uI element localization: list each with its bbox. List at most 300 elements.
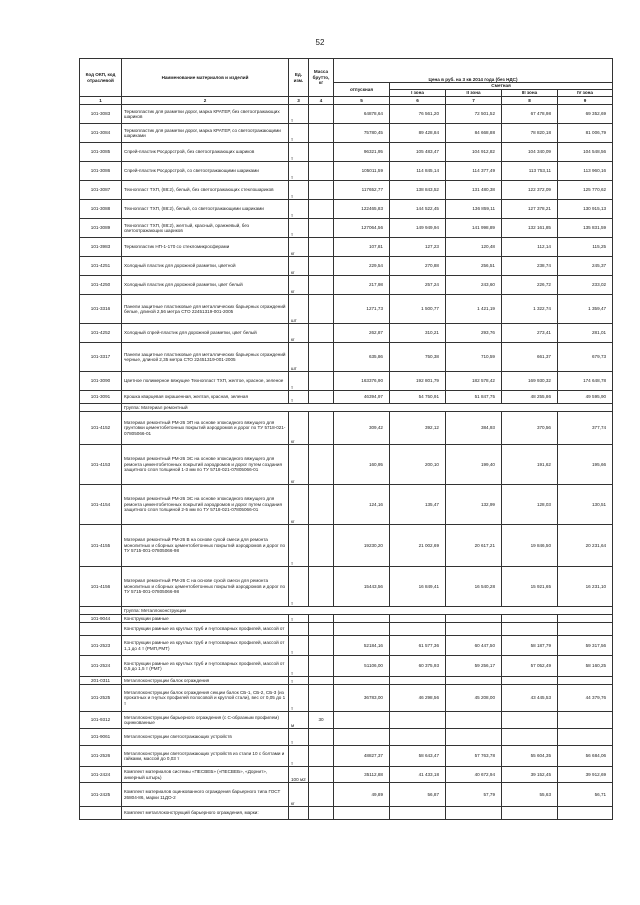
row-mass [309, 343, 334, 372]
column-number: 7 [446, 97, 502, 105]
row-release-price [334, 677, 390, 685]
header-unit: Ед. изм. [289, 59, 309, 97]
row-release-price: 35112,88 [334, 767, 390, 783]
row-release-price: 262,87 [334, 324, 390, 343]
row-release-price [334, 807, 390, 820]
row-zone-1-price: 54 750,91 [390, 391, 446, 404]
row-zone-1-price [390, 615, 446, 623]
row-zone-2-price: 384,93 [446, 412, 502, 445]
table-row [80, 143, 613, 162]
row-mass [309, 391, 334, 404]
row-release-price: 64878,64 [334, 105, 390, 124]
group-title: Группа: Материал ремонтный [122, 404, 613, 412]
row-unit: т [289, 685, 309, 712]
row-zone-2-price [446, 623, 502, 636]
row-zone-2-price [446, 615, 502, 623]
row-zone-4-price: 49 595,90 [558, 391, 613, 404]
row-zone-3-price: 1 322,74 [502, 295, 558, 324]
row-unit: кг [289, 485, 309, 525]
header-mass: Масса брутто, кг [309, 59, 334, 97]
row-zone-1-price: 750,38 [390, 343, 446, 372]
row-mass [309, 746, 334, 767]
row-zone-3-price: 58 187,79 [502, 636, 558, 656]
table-row [80, 767, 613, 783]
row-zone-3-price: 122 372,09 [502, 181, 558, 200]
row-name: Термопластик для разметки дорог, марка КРАТЕР, со светоотражающими шариками [122, 124, 289, 143]
table-row [80, 615, 613, 623]
row-zone-3-price [502, 807, 558, 820]
row-unit: т [289, 567, 309, 607]
row-unit [289, 807, 309, 820]
table-row [80, 485, 613, 525]
row-unit: т [289, 615, 309, 623]
row-code: 101-4252 [80, 324, 122, 343]
table-row [80, 162, 613, 181]
row-code: 101-4156 [80, 567, 122, 607]
header-price-group: Цена в руб. на 3 кв 2014 года (без НДС) [334, 59, 613, 83]
row-zone-4-price: 245,37 [558, 257, 613, 276]
row-zone-2-price: 136 859,11 [446, 200, 502, 219]
row-unit [289, 623, 309, 636]
row-name: Технопласт ТХП, (88:2), белый, со светоотражающими шариками [122, 200, 289, 219]
row-zone-2-price: 59 256,17 [446, 656, 502, 677]
row-release-price: 51106,00 [334, 656, 390, 677]
row-mass [309, 807, 334, 820]
row-zone-3-price: 169 930,32 [502, 372, 558, 391]
group-title: Группа: Металлоконструкции [122, 607, 613, 615]
table-row [80, 181, 613, 200]
column-number-row [80, 97, 613, 105]
row-zone-4-price: 20 231,64 [558, 525, 613, 567]
row-unit: т [289, 162, 309, 181]
row-release-price: 163376,90 [334, 372, 390, 391]
row-zone-4-price [558, 729, 613, 746]
row-zone-1-price: 114 845,14 [390, 162, 446, 181]
row-zone-1-price: 56,87 [390, 783, 446, 807]
row-zone-1-price: 46 298,56 [390, 685, 446, 712]
table-row [80, 807, 613, 820]
row-zone-4-price: 233,02 [558, 276, 613, 295]
row-zone-4-price [558, 623, 613, 636]
table-row [80, 677, 613, 685]
row-mass [309, 200, 334, 219]
row-zone-1-price [390, 807, 446, 820]
table-row [80, 783, 613, 807]
table-row [80, 656, 613, 677]
row-code: 101-3087 [80, 181, 122, 200]
column-number: 9 [558, 97, 613, 105]
row-mass [309, 162, 334, 181]
row-zone-3-price: 39 152,45 [502, 767, 558, 783]
row-mass [309, 615, 334, 623]
row-zone-2-price: 57 763,78 [446, 746, 502, 767]
row-zone-2-price [446, 729, 502, 746]
row-zone-1-price: 76 561,20 [390, 105, 446, 124]
table-row [80, 238, 613, 257]
header-name: Наименование материалов и изделий [122, 59, 289, 97]
row-mass [309, 412, 334, 445]
column-number: 1 [80, 97, 122, 105]
row-release-price: 122465,83 [334, 200, 390, 219]
row-zone-1-price: 41 433,18 [390, 767, 446, 783]
row-zone-2-price: 104 912,82 [446, 143, 502, 162]
row-release-price: 48827,37 [334, 746, 390, 767]
row-zone-1-price [390, 729, 446, 746]
row-zone-3-price [502, 729, 558, 746]
row-zone-3-price: 19 846,50 [502, 525, 558, 567]
table-row [80, 412, 613, 445]
row-code: 101-9061 [80, 729, 122, 746]
row-zone-1-price: 192 801,79 [390, 372, 446, 391]
column-number: 5 [334, 97, 390, 105]
row-unit: 100 м2 [289, 767, 309, 783]
row-zone-2-price [446, 712, 502, 729]
row-mass [309, 685, 334, 712]
row-code: 101-4154 [80, 485, 122, 525]
row-zone-1-price: 310,21 [390, 324, 446, 343]
row-zone-2-price: 199,40 [446, 445, 502, 485]
row-zone-4-price: 59 317,56 [558, 636, 613, 656]
row-zone-1-price: 89 428,84 [390, 124, 446, 143]
row-zone-3-price: 78 820,18 [502, 124, 558, 143]
row-name: Спрей-пластик Росдорстрой, без светоотражающих шариков [122, 143, 289, 162]
row-code: 101-4155 [80, 525, 122, 567]
row-zone-4-price [558, 615, 613, 623]
row-mass [309, 729, 334, 746]
row-name: Термопластик для разметки дорог, марка КРАТЕР, без светоотражающих шариков [122, 105, 289, 124]
row-release-price: 75780,45 [334, 124, 390, 143]
row-name: Технопласт ТХП, (88:2), белый, без светоотражающих стеклошариков [122, 181, 289, 200]
row-code: 101-2524 [80, 656, 122, 677]
row-zone-4-price: 1 359,47 [558, 295, 613, 324]
row-name: Термопластик НП-1-170 со стекломикросферами [122, 238, 289, 257]
row-zone-4-price: 115,25 [558, 238, 613, 257]
row-zone-4-price: 195,66 [558, 445, 613, 485]
row-zone-1-price: 270,88 [390, 257, 446, 276]
row-mass [309, 257, 334, 276]
row-unit: шт [289, 295, 309, 324]
group-row [80, 607, 613, 615]
row-name: Холодный пластик для дорожной разметки, цвет белый [122, 276, 289, 295]
row-code: 101-4250 [80, 276, 122, 295]
row-release-price: 15443,56 [334, 567, 390, 607]
row-zone-3-price: 226,72 [502, 276, 558, 295]
row-code: 101-3091 [80, 391, 122, 404]
row-zone-4-price: 58 160,25 [558, 656, 613, 677]
column-number: 8 [502, 97, 558, 105]
row-zone-4-price: 104 548,56 [558, 143, 613, 162]
row-name: Технопласт ТХП, (88:2), желтый, красный, оранжевый, без светоотражающих шариков [122, 219, 289, 238]
row-release-price: 217,98 [334, 276, 390, 295]
row-zone-3-price: 55 604,35 [502, 746, 558, 767]
row-zone-1-price: 1 500,77 [390, 295, 446, 324]
row-mass [309, 219, 334, 238]
row-name: Комплект металлоконструкций барьерного ограждения, марки: [122, 807, 289, 820]
table-row [80, 712, 613, 729]
page-number: 52 [315, 38, 325, 47]
row-zone-4-price: 174 648,78 [558, 372, 613, 391]
row-mass: 30 [309, 712, 334, 729]
price-table [79, 58, 613, 820]
row-zone-2-price: 45 208,00 [446, 685, 502, 712]
row-zone-1-price: 138 843,52 [390, 181, 446, 200]
row-zone-1-price: 135,47 [390, 485, 446, 525]
row-mass [309, 767, 334, 783]
row-code: 101-3088 [80, 200, 122, 219]
column-number: 6 [390, 97, 446, 105]
row-unit: т [289, 124, 309, 143]
row-zone-3-price: 127 378,21 [502, 200, 558, 219]
row-code: 101-3089 [80, 219, 122, 238]
row-release-price: 52184,16 [334, 636, 390, 656]
row-name: Материал ремонтный РМ-26 ЭС на основе эпоксидного вяжущего для ремонта цементобетонных покрытий аэродромов и дорог путем создания защитного слоя толщиной 1-3 мм по ТУ 5718-021-07805066-01 [122, 445, 289, 485]
row-zone-4-price: 679,73 [558, 343, 613, 372]
row-zone-1-price: 16 849,41 [390, 567, 446, 607]
row-zone-4-price [558, 677, 613, 685]
row-unit: т [289, 525, 309, 567]
row-release-price [334, 615, 390, 623]
row-code: 101-9044 [80, 615, 122, 623]
row-release-price: 105011,59 [334, 162, 390, 181]
row-mass [309, 124, 334, 143]
row-zone-3-price: 273,41 [502, 324, 558, 343]
row-zone-2-price: 60 447,50 [446, 636, 502, 656]
row-unit: т [289, 677, 309, 685]
row-mass [309, 445, 334, 485]
row-zone-4-price [558, 712, 613, 729]
row-mass [309, 238, 334, 257]
row-name: Комплект материалов оцинкованного ограждения барьерного типа ГОСТ 26804-86, марки 11ДО-2 [122, 783, 289, 807]
row-code [80, 623, 122, 636]
table-row [80, 124, 613, 143]
table-row [80, 372, 613, 391]
row-mass [309, 783, 334, 807]
row-code: 101-3983 [80, 238, 122, 257]
row-name: Холодный пластик для дорожной разметки, цветной [122, 257, 289, 276]
row-zone-4-price: 135 831,59 [558, 219, 613, 238]
row-zone-4-price: 125 770,62 [558, 181, 613, 200]
row-mass [309, 372, 334, 391]
row-release-price: 49,89 [334, 783, 390, 807]
row-unit: т [289, 391, 309, 404]
row-zone-2-price: 57,79 [446, 783, 502, 807]
row-name: Металлоконструкции светоотражающих устройств [122, 729, 289, 746]
row-zone-4-price: 377,74 [558, 412, 613, 445]
row-zone-4-price: 113 960,16 [558, 162, 613, 181]
table-row [80, 729, 613, 746]
row-zone-3-price: 67 478,98 [502, 105, 558, 124]
row-zone-4-price: 81 006,79 [558, 124, 613, 143]
table-row [80, 276, 613, 295]
row-release-price: 107,81 [334, 238, 390, 257]
row-unit: т [289, 181, 309, 200]
table-row [80, 219, 613, 238]
row-code: 101-2523 [80, 636, 122, 656]
row-mass [309, 636, 334, 656]
row-zone-4-price [558, 807, 613, 820]
row-code: 101-4251 [80, 257, 122, 276]
row-zone-2-price [446, 677, 502, 685]
row-name: Панели защитные пластиковые для металлических барьерных ограждений белые, длиной 2,56 метра СТО 22451319-001-2005 [122, 295, 289, 324]
row-zone-3-price: 370,56 [502, 412, 558, 445]
row-zone-3-price: 104 340,09 [502, 143, 558, 162]
table-row [80, 200, 613, 219]
row-zone-2-price: 141 998,89 [446, 219, 502, 238]
row-zone-2-price: 1 421,19 [446, 295, 502, 324]
header-code: Код ОКП, код отраслевой [80, 59, 122, 97]
row-zone-1-price: 200,10 [390, 445, 446, 485]
row-zone-4-price: 44 379,76 [558, 685, 613, 712]
row-zone-2-price: 131 480,38 [446, 181, 502, 200]
header-zone-1: I зона [390, 90, 446, 97]
header-zone-4: IV зона [558, 90, 613, 97]
row-zone-3-price: 191,62 [502, 445, 558, 485]
row-zone-2-price: 20 617,21 [446, 525, 502, 567]
row-zone-2-price: 182 578,42 [446, 372, 502, 391]
row-code: 101-3090 [80, 372, 122, 391]
row-unit: кг [289, 276, 309, 295]
row-zone-1-price: 60 375,93 [390, 656, 446, 677]
row-zone-4-price: 39 912,69 [558, 767, 613, 783]
row-zone-3-price: 57 052,49 [502, 656, 558, 677]
row-release-price [334, 729, 390, 746]
row-release-price: 46394,97 [334, 391, 390, 404]
row-zone-3-price [502, 615, 558, 623]
row-zone-2-price [446, 807, 502, 820]
table-row [80, 623, 613, 636]
row-zone-3-price [502, 623, 558, 636]
row-zone-2-price: 256,51 [446, 257, 502, 276]
group-row [80, 404, 613, 412]
row-release-price [334, 623, 390, 636]
row-zone-1-price: 149 949,94 [390, 219, 446, 238]
row-zone-4-price: 16 231,10 [558, 567, 613, 607]
row-zone-2-price: 72 501,52 [446, 105, 502, 124]
row-zone-2-price: 16 540,28 [446, 567, 502, 607]
row-zone-3-price: 55,63 [502, 783, 558, 807]
table-row [80, 324, 613, 343]
row-release-price: 160,95 [334, 445, 390, 485]
table-row [80, 295, 613, 324]
row-zone-2-price: 120,48 [446, 238, 502, 257]
header-zone-3: III зона [502, 90, 558, 97]
row-name: Конструкции рамные из круглых труб и гнутосварных профилей, массой от [122, 623, 289, 636]
row-mass [309, 525, 334, 567]
row-unit: шт [289, 343, 309, 372]
row-name: Конструкции рамные из круглых труб и гнутосварных профилей, массой от 0,5 до 1,5 т (РМГ) [122, 656, 289, 677]
row-zone-3-price: 238,74 [502, 257, 558, 276]
row-code: 101-2525 [80, 685, 122, 712]
price-table-body [80, 105, 613, 820]
row-zone-4-price: 69 352,69 [558, 105, 613, 124]
table-row [80, 567, 613, 607]
row-unit: т [289, 636, 309, 656]
row-zone-4-price: 130,51 [558, 485, 613, 525]
row-mass [309, 623, 334, 636]
row-code [80, 807, 122, 820]
row-zone-2-price: 132,99 [446, 485, 502, 525]
row-zone-4-price: 56 684,06 [558, 746, 613, 767]
row-zone-3-price [502, 712, 558, 729]
row-name: Металлоконструкции балок ограждения секции балок СБ-1, СБ-2, СБ-3 (из прокатных и гнутых профилей полосовой и круглой стали), вес от 0,05 до 1 т [122, 685, 289, 712]
row-mass [309, 656, 334, 677]
table-row [80, 525, 613, 567]
row-unit: т [289, 746, 309, 767]
row-zone-1-price [390, 712, 446, 729]
row-mass [309, 567, 334, 607]
row-name: Цветное полимерное вяжущее Технопласт ТХП, желтое, красное, зеленое [122, 372, 289, 391]
row-mass [309, 181, 334, 200]
table-row [80, 105, 613, 124]
row-zone-2-price: 84 668,88 [446, 124, 502, 143]
column-number: 4 [309, 97, 334, 105]
row-zone-4-price: 281,01 [558, 324, 613, 343]
row-mass [309, 677, 334, 685]
row-unit: кг [289, 257, 309, 276]
row-zone-2-price: 293,76 [446, 324, 502, 343]
row-mass [309, 324, 334, 343]
table-row [80, 391, 613, 404]
row-zone-1-price: 144 522,45 [390, 200, 446, 219]
row-code: 201-0311 [80, 677, 122, 685]
row-zone-1-price: 257,24 [390, 276, 446, 295]
row-zone-1-price: 61 577,36 [390, 636, 446, 656]
row-zone-3-price: 128,03 [502, 485, 558, 525]
row-zone-3-price [502, 677, 558, 685]
row-code: 101-3086 [80, 162, 122, 181]
row-release-price [334, 712, 390, 729]
column-number: 2 [122, 97, 289, 105]
row-name: Металлоконструкции балок ограждения [122, 677, 289, 685]
row-zone-4-price: 130 915,13 [558, 200, 613, 219]
row-zone-3-price: 43 445,53 [502, 685, 558, 712]
row-code: 101-2424 [80, 767, 122, 783]
row-code: 101-3085 [80, 143, 122, 162]
row-code: 101-4153 [80, 445, 122, 485]
row-zone-3-price: 15 921,65 [502, 567, 558, 607]
row-release-price: 635,86 [334, 343, 390, 372]
row-release-price: 229,54 [334, 257, 390, 276]
row-unit: кг [289, 445, 309, 485]
row-code: 101-3316 [80, 295, 122, 324]
row-unit: т [289, 729, 309, 746]
row-code: 101-3084 [80, 124, 122, 143]
row-name: Материал ремонтный РМ-26 ЭС на основе эпоксидного вяжущего для ремонта цементобетонных покрытий аэродромов и дорог путем создания защитного слоя толщиной 2-5 мм по ТУ 5718-021-07805066-01 [122, 485, 289, 525]
row-name: Металлоконструкции барьерного ограждения (с С-образным профилем) оцинкованные [122, 712, 289, 729]
row-name: Металлоконструкции светоотражающих устройств из стали 10 с болтами и гайками, массой до 0,03 т [122, 746, 289, 767]
row-zone-1-price: 21 002,69 [390, 525, 446, 567]
group-code-cell [80, 404, 122, 412]
row-mass [309, 295, 334, 324]
row-unit: т [289, 200, 309, 219]
row-release-price: 124,16 [334, 485, 390, 525]
row-unit: кг [289, 783, 309, 807]
row-unit: кг [289, 412, 309, 445]
row-release-price: 96321,95 [334, 143, 390, 162]
row-zone-2-price: 114 377,49 [446, 162, 502, 181]
table-row [80, 685, 613, 712]
row-zone-3-price: 661,37 [502, 343, 558, 372]
row-name: Панели защитные пластиковые для металлических барьерных ограждений черные, длиной 2,35 метра СТО 22451319-001-2005 [122, 343, 289, 372]
table-row [80, 343, 613, 372]
row-release-price: 117652,77 [334, 181, 390, 200]
row-release-price: 19230,20 [334, 525, 390, 567]
row-unit: т [289, 372, 309, 391]
row-zone-3-price: 48 255,86 [502, 391, 558, 404]
table-row [80, 257, 613, 276]
row-release-price: 309,42 [334, 412, 390, 445]
header-release: отпускная [334, 83, 390, 97]
